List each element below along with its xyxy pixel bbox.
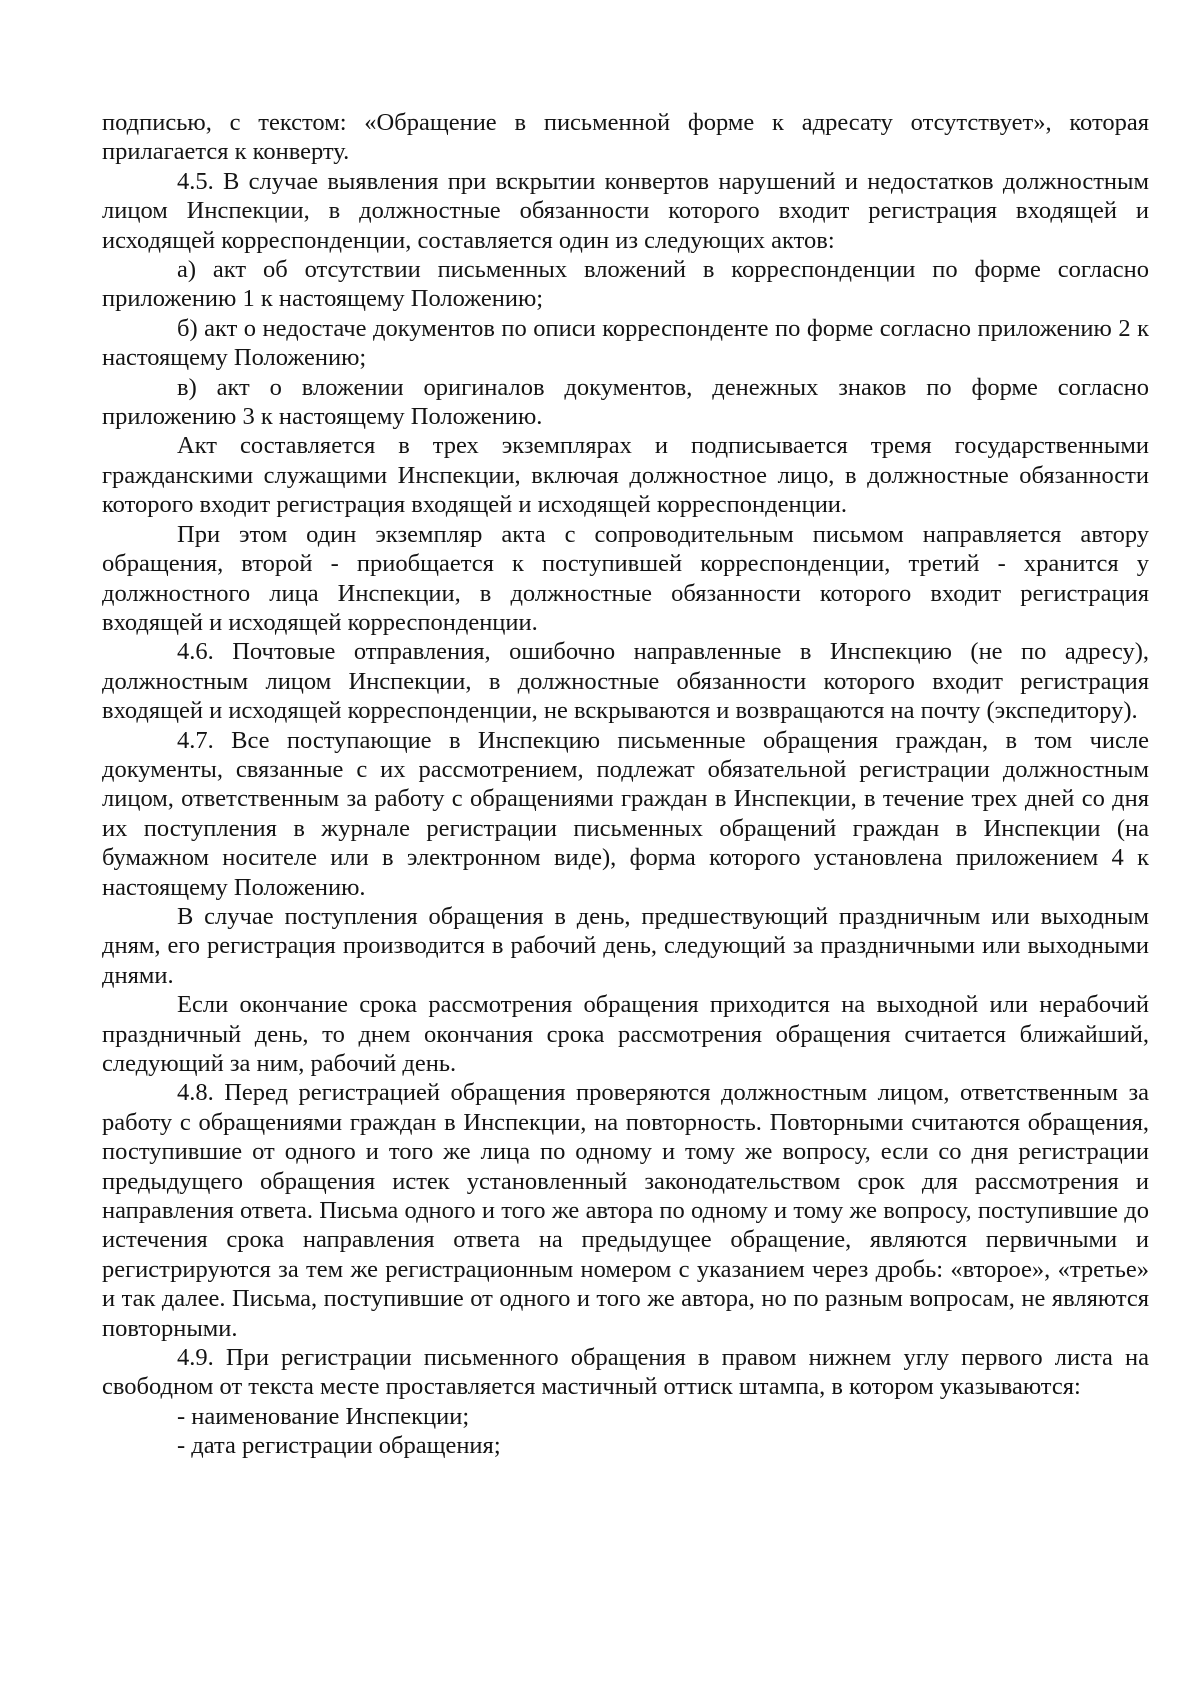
list-item-b: б) акт о недостаче документов по описи корреспонденте по форме согласно приложению 2 к настоящему Положению;: [102, 314, 1149, 372]
paragraph-act-copies: Акт составляется в трех экземплярах и подписывается тремя государственными гражданскими служащими Инспекции, включая должностное лицо, в должностные обязанности которого входит регистрация входящей и исходящей корреспонденции.: [102, 432, 1149, 519]
paragraph-4-8: 4.8. Перед регистрацией обращения проверяются должностным лицом, ответственным за работу с обращениями граждан в Инспекции, на повторность. Повторными считаются обращения, поступившие от одного и того же лица по одному и тому же вопросу, если со дня регистрации предыдущего обращения истек установленный законодательством срок для рассмотрения и направления ответа. Письма одного и того же автора по одному и тому же вопросу, поступившие до истечения срока направления ответа на предыдущее обращение, являются первичными и регистрируются за тем же регистрационным номером с указанием через дробь: «второе», «третье» и так далее. Письма, поступившие от одного и того же автора, но по разным вопросам, не являются повторными.: [102, 1079, 1149, 1342]
list-item-a: а) акт об отсутствии письменных вложений в корреспонденции по форме согласно приложению 1 к настоящему Положению;: [102, 256, 1149, 313]
list-item-registration-date: - дата регистрации обращения;: [177, 1432, 501, 1460]
list-item-v: в) акт о вложении оригиналов документов, денежных знаков по форме согласно приложению 3 к настоящему Положению.: [102, 373, 1149, 431]
paragraph-4-9: 4.9. При регистрации письменного обращения в правом нижнем углу первого листа на свободном от текста месте проставляется мастичный оттиск штампа, в котором указываются:: [102, 1344, 1149, 1401]
document-body: [102, 108, 1149, 1461]
paragraph-4-7: 4.7. Все поступающие в Инспекцию письменные обращения граждан, в том числе документы, связанные с их рассмотрением, подлежат обязательной регистрации должностным лицом, ответственным за работу с обращениями граждан в Инспекции, в течение трех дней со дня их поступления в журнале регистрации письменных обращений граждан в Инспекции (на бумажном носителе или в электронном виде), форма которого установлена приложением 4 к настоящему Положению.: [102, 726, 1149, 901]
paragraph-continuation: подписью, с текстом: «Обращение в письменной форме к адресату отсутствует», которая прилагается к конверту.: [102, 109, 1149, 166]
paragraph-4-5: 4.5. В случае выявления при вскрытии конвертов нарушений и недостатков должностным лицом Инспекции, в должностные обязанности которого входит регистрация входящей и исходящей корреспонденции, составляется один из следующих актов:: [102, 167, 1149, 254]
list-item-inspection-name: - наименование Инспекции;: [177, 1402, 470, 1430]
paragraph-holiday-registration: В случае поступления обращения в день, предшествующий праздничным или выходным дням, его регистрация производится в рабочий день, следующий за праздничными или выходными днями.: [102, 902, 1149, 989]
paragraph-deadline: Если окончание срока рассмотрения обращения приходится на выходной или нерабочий праздничный день, то днем окончания срока рассмотрения обращения считается ближайший, следующий за ним, рабочий день.: [102, 991, 1149, 1077]
paragraph-act-distribution: При этом один экземпляр акта с сопроводительным письмом направляется автору обращения, второй - приобщается к поступившей корреспонденции, третий - хранится у должностного лица Инспекции, в должностные обязанности которого входит регистрация входящей и исходящей корреспонденции.: [102, 520, 1149, 636]
paragraph-4-6: 4.6. Почтовые отправления, ошибочно направленные в Инспекцию (не по адресу), должностным лицом Инспекции, в должностные обязанности которого входит регистрация входящей и исходящей корреспонденции, не вскрываются и возвращаются на почту (экспедитору).: [102, 638, 1149, 725]
